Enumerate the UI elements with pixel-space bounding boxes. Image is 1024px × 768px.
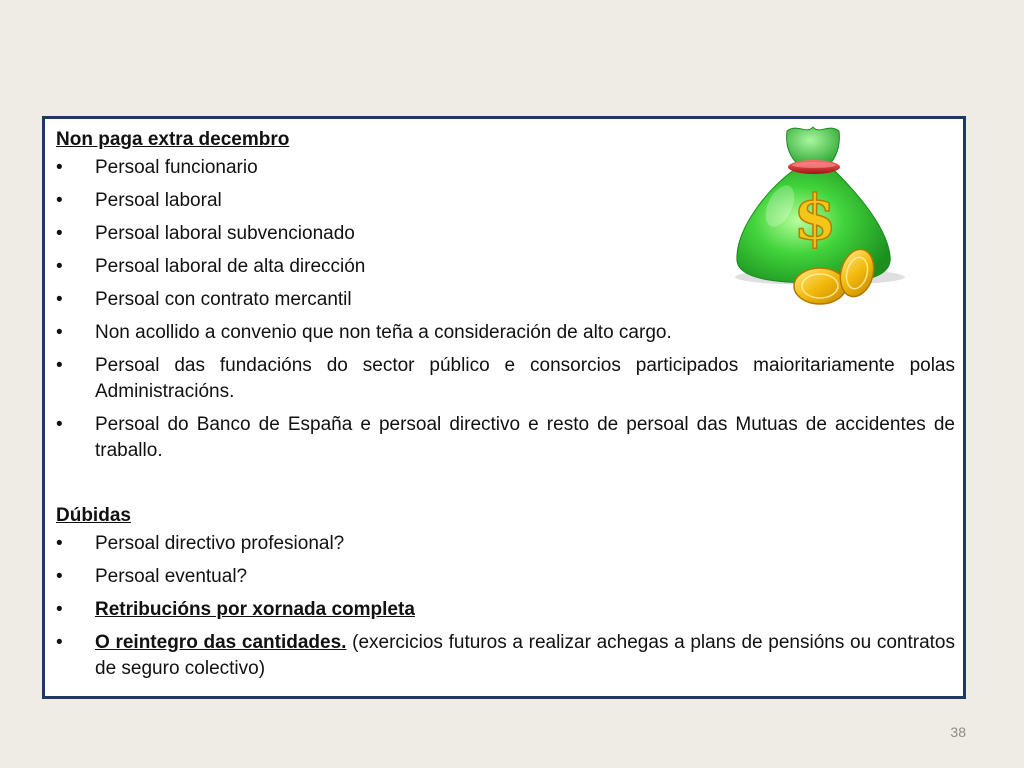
list-item: • Persoal funcionario <box>56 155 955 181</box>
money-bag-graphic <box>725 121 910 311</box>
list-dubidas <box>56 531 955 682</box>
list-item: • Persoal do Banco de España e persoal directivo e resto de persoal das Mutuas de accidentes de traballo. <box>56 414 955 461</box>
list-item: • Persoal con contrato mercantil <box>56 287 955 313</box>
money-bag-icon <box>725 121 910 311</box>
list-item: • O reintegro das cantidades. (exercicios futuros a realizar achegas a plans de pensións ou contratos de seguro colectivo) <box>56 632 955 679</box>
list-item: • Persoal directivo profesional? <box>56 531 955 557</box>
dollar-symbol: $ <box>793 181 837 254</box>
list-item: • Persoal laboral subvencionado <box>56 221 955 247</box>
content-box <box>42 116 966 699</box>
list-item: • Persoal eventual? <box>56 564 955 590</box>
list-item: • Retribucións por xornada completa <box>56 597 955 623</box>
page-number: 38 <box>950 724 966 740</box>
bullet: • <box>56 533 63 554</box>
section-heading-dubidas: Dúbidas <box>56 505 131 526</box>
section-spacer <box>56 471 955 503</box>
list-item: • Persoal laboral <box>56 188 955 214</box>
bullet: • <box>56 355 63 376</box>
bullet: • <box>56 157 63 178</box>
list-item: • Persoal laboral de alta dirección <box>56 254 955 280</box>
bullet: • <box>56 599 63 620</box>
bullet: • <box>56 190 63 211</box>
bullet: • <box>56 566 63 587</box>
bullet: • <box>56 632 63 653</box>
list-item: • Persoal das fundacións do sector público e consorcios participados maioritariamente polas Administracións. <box>56 355 955 402</box>
bullet: • <box>56 256 63 277</box>
bullet: • <box>56 223 63 244</box>
section-heading-non-paga: Non paga extra decembro <box>56 129 290 150</box>
bullet: • <box>56 414 63 435</box>
bullet: • <box>56 289 63 310</box>
list-item: • Non acollido a convenio que non teña a consideración de alto cargo. <box>56 320 955 346</box>
bullet: • <box>56 322 63 343</box>
